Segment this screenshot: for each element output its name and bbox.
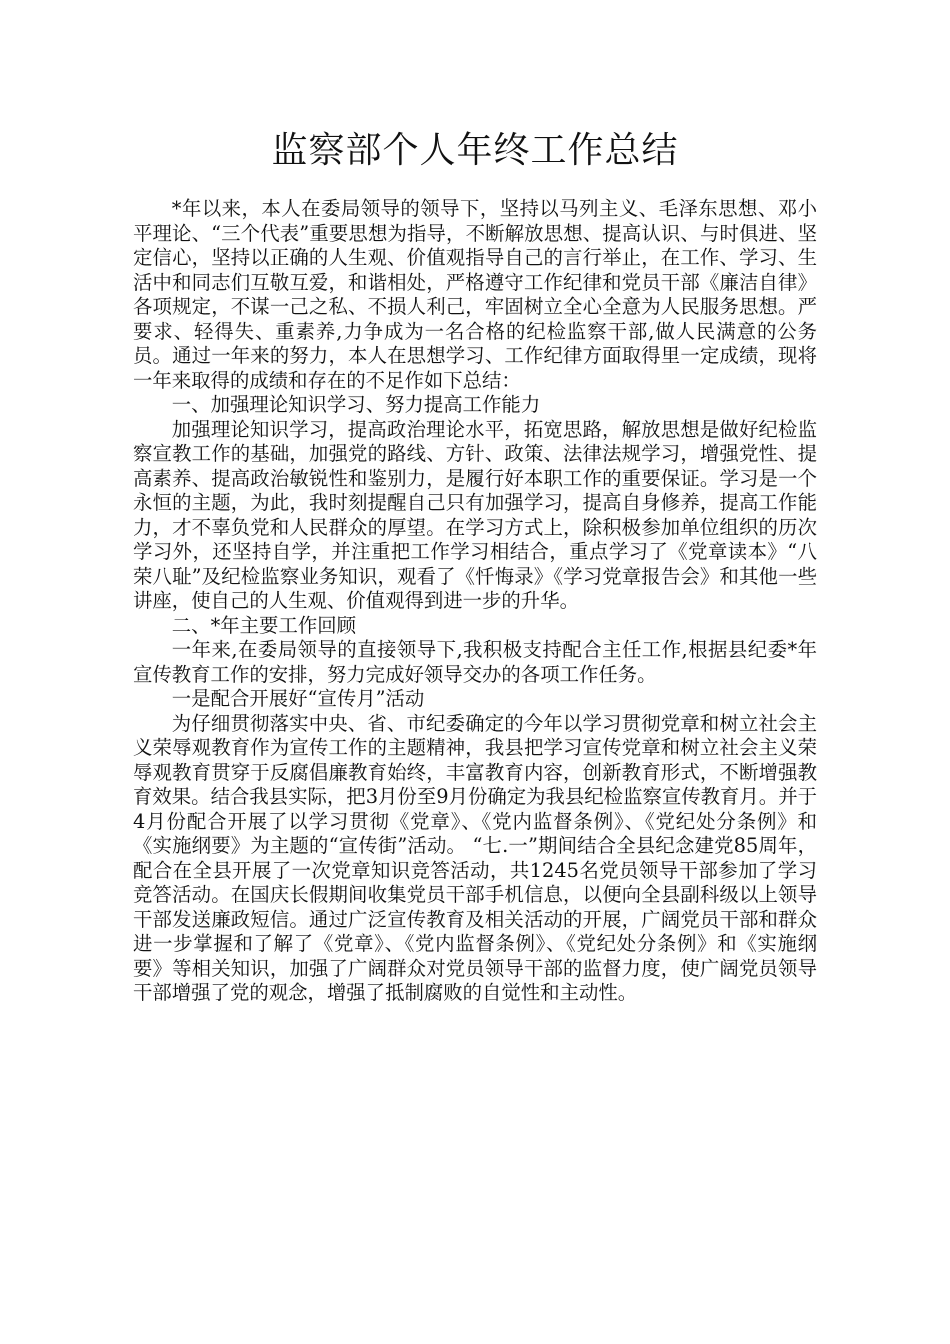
section-2-paragraph: 一年来,在委局领导的直接领导下,我积极支持配合主任工作,根据县纪委*年宣传教育工作的安排，努力完成好领导交办的各项工作任务。 — [133, 638, 817, 686]
subsection-heading-1: 一是配合开展好“宣传月”活动 — [171, 687, 425, 710]
section-1-paragraph: 加强理论知识学习，提高政治理论水平，拓宽思路，解放思想是做好纪检监察宣教工作的基础，加强党的路线、方针、政策、法律法规学习，增强党性、提高素养、提高政治敏锐性和鉴别力，是履行好本职工作的重要保证。学习是一个永恒的主题，为此，我时刻提醒自己只有加强学习，提高自身修养，提高工作能力，才不辜负党和人民群众的厚望。在学习方式上，除积极参加单位组织的历次学习外，还坚持自学，并注重把工作学习相结合，重点学习了《党章读本》“八荣八耻”及纪检监察业务知识，观看了《忏悔录》《学习党章报告会》和其他一些讲座，使自己的人生观、价值观得到进一步的升华。 — [133, 417, 817, 612]
section-heading-1: 一、加强理论知识学习、努力提高工作能力 — [171, 393, 541, 416]
document-title: 监察部个人年终工作总结 — [271, 130, 679, 171]
intro-paragraph: *年以来，本人在委局领导的领导下，坚持以马列主义、毛泽东思想、邓小平理论、“三个代表”重要思想为指导，不断解放思想、提高认识、与时俱进、坚定信心，坚持以正确的人生观、价值观指导自己的言行举止，在工作、学习、生活中和同志们互敬互爱，和谐相处，严格遵守工作纪律和党员干部《廉洁自律》各项规定，不谋一己之私、不损人利己，牢固树立全心全意为人民服务思想。严要求、轻得失、重素养,力争成为一名合格的纪检监察干部,做人民满意的公务员。通过一年来的努力，本人在思想学习、工作纪律方面取得里一定成绩，现将一年来取得的成绩和存在的不足作如下总结： — [133, 197, 817, 392]
subsection-1-paragraph: 为仔细贯彻落实中央、省、市纪委确定的今年以学习贯彻党章和树立社会主义荣辱观教育作为宣传工作的主题精神，我县把学习宣传党章和树立社会主义荣辱观教育贯穿于反腐倡廉教育始终，丰富教育内容，创新教育形式，不断增强教育效果。结合我县实际，把3月份至9月份确定为我县纪检监察宣传教育月。并于4月份配合开展了以学习贯彻《党章》、《党内监督条例》、《党纪处分条例》和《实施纲要》为主题的“宣传街”活动。 “七.一”期间结合全县纪念建党85周年，配合在全县开展了一次党章知识竞答活动，共1245名党员领导干部参加了学习竞答活动。在国庆长假期间收集党员干部手机信息，以便向全县副科级以上领导干部发送廉政短信。通过广泛宣传教育及相关活动的开展，广阔党员干部和群众进一步掌握和了解了《党章》、《党内监督条例》、《党纪处分条例》和《实施纲要》等相关知识，加强了广阔群众对党员领导干部的监督力度，使广阔党员领导干部增强了党的观念，增强了抵制腐败的自觉性和主动性。 — [133, 711, 817, 1004]
document-body — [133, 197, 817, 1006]
section-heading-2: 二、*年主要工作回顾 — [171, 613, 357, 637]
